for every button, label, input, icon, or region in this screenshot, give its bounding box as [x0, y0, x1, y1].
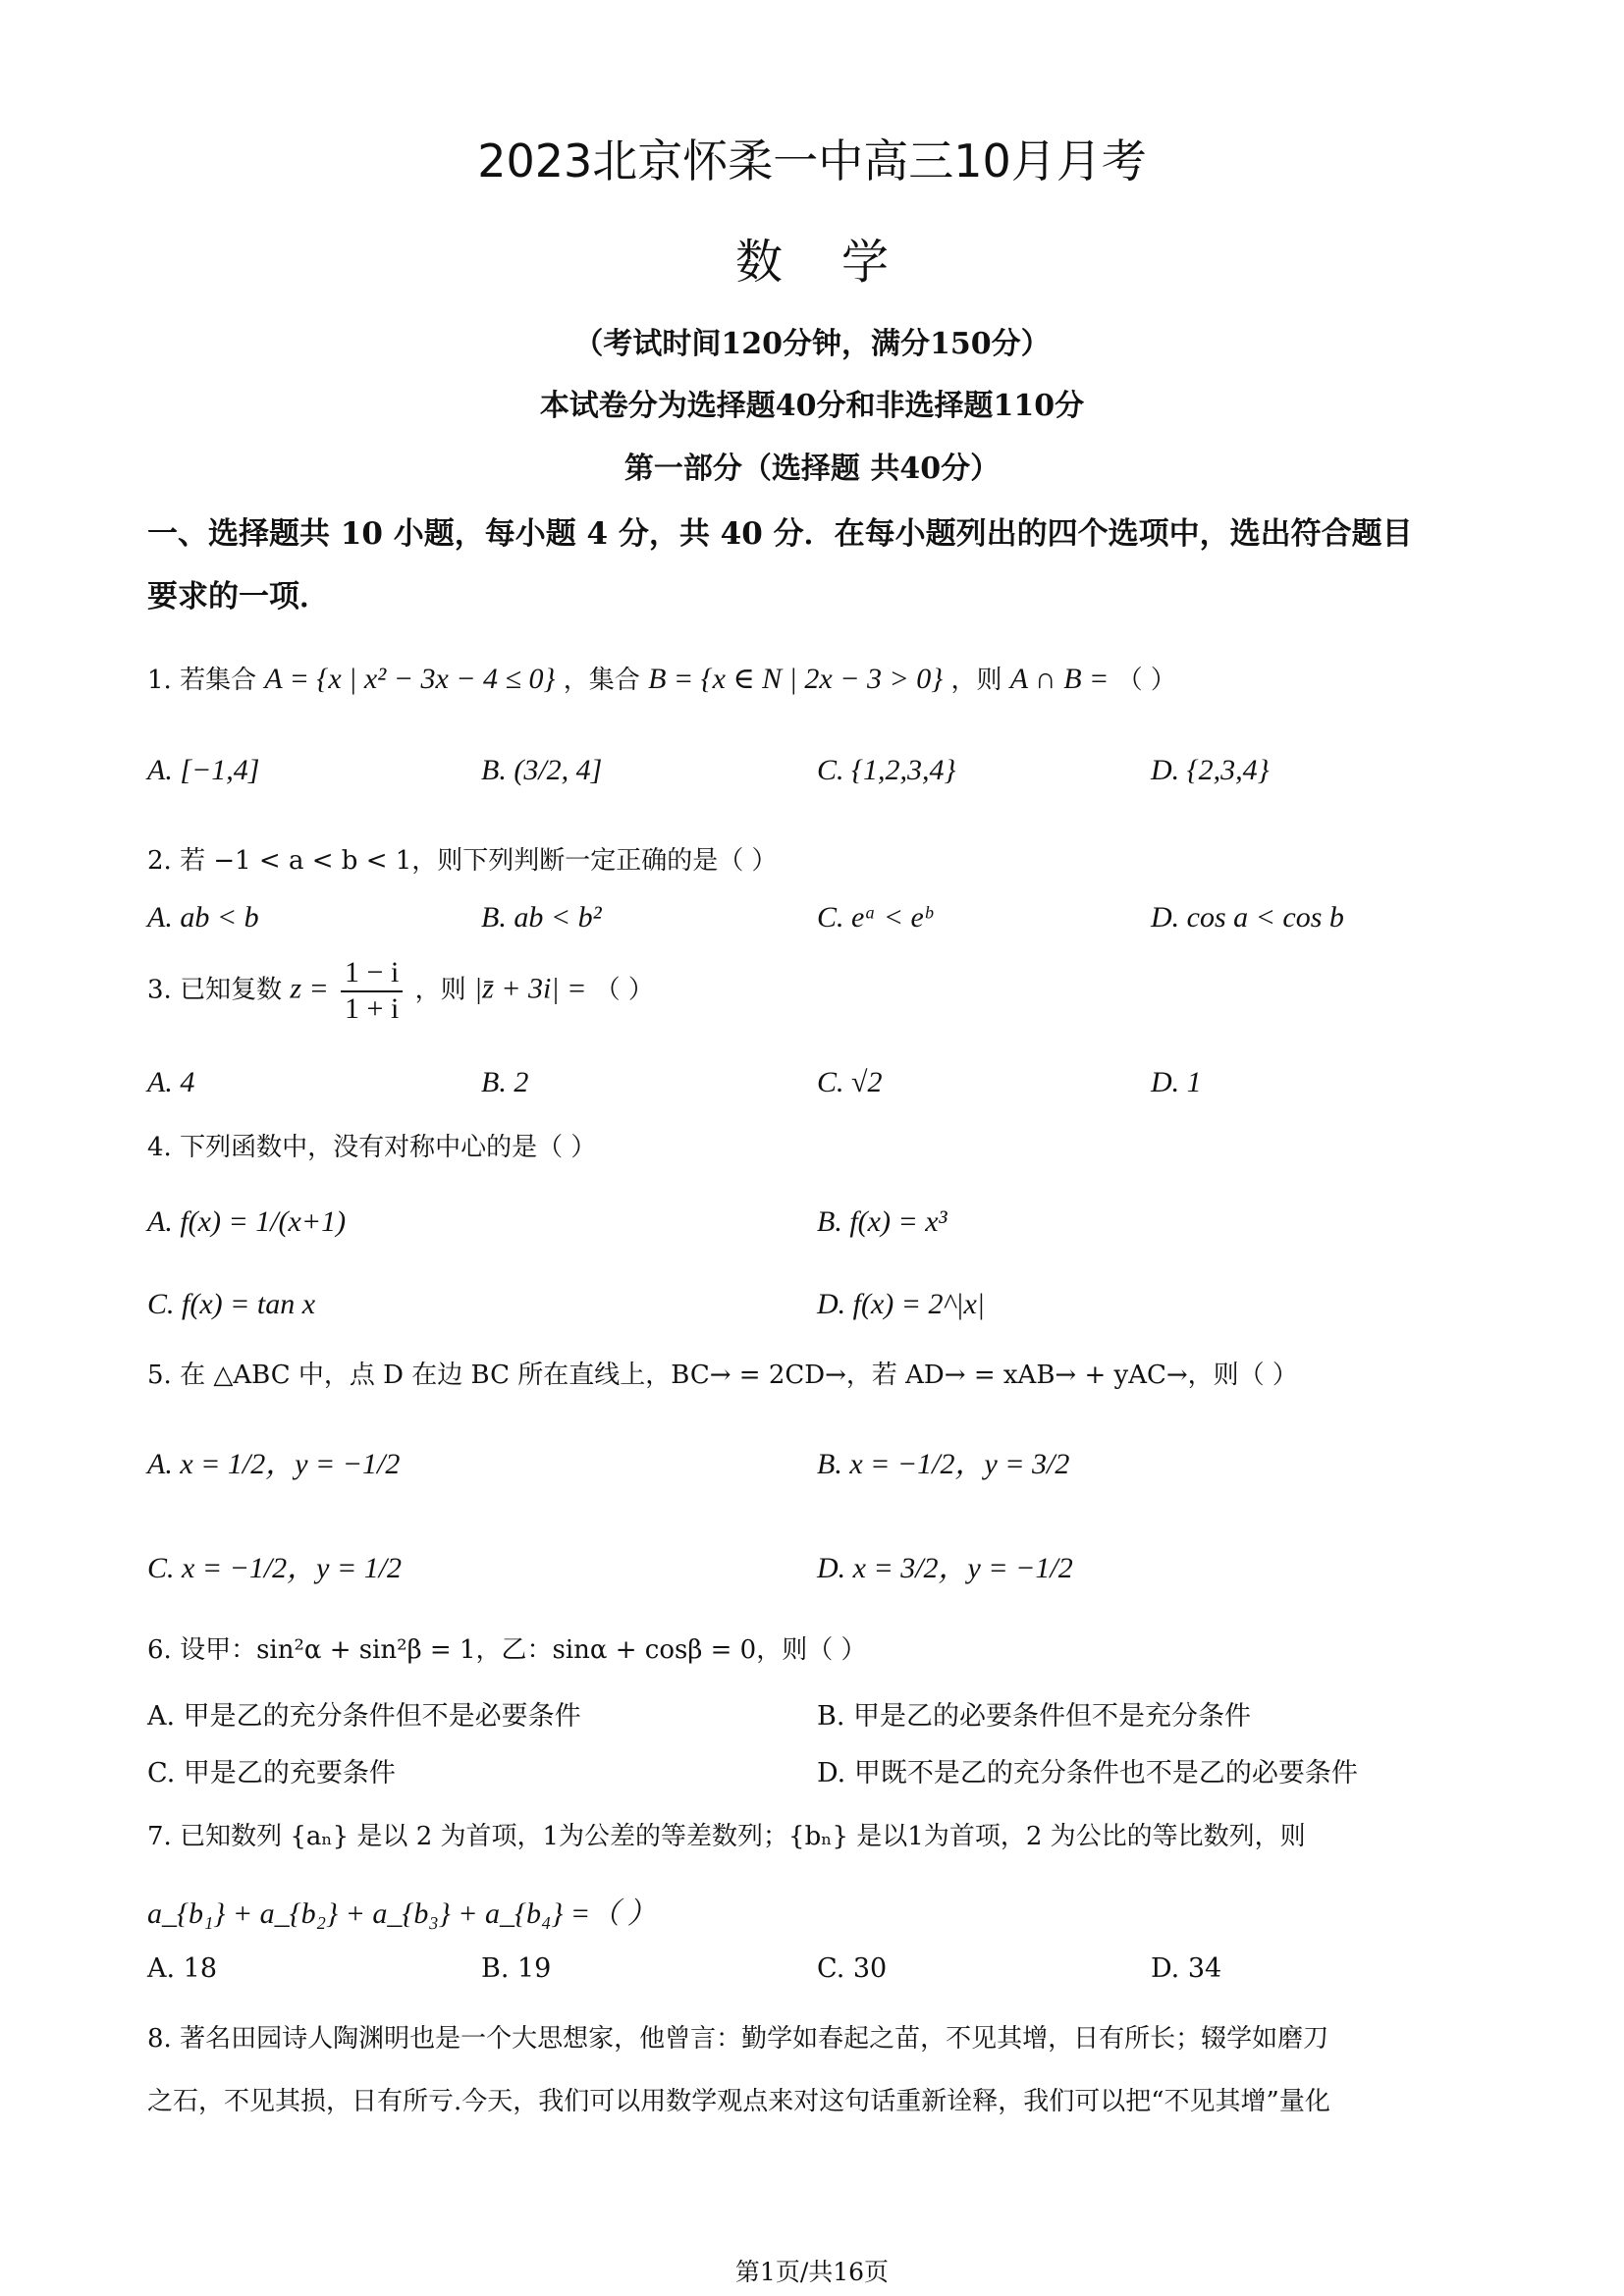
q3-option-a: A. 4 — [147, 1066, 195, 1098]
q3-blank: （ ） — [594, 975, 654, 1005]
q1-suffix: ，则 — [950, 666, 1002, 695]
q1-option-b: B. (3/2, 4] — [481, 754, 603, 786]
q1-option-a: A. [−1,4] — [147, 754, 260, 786]
q2-option-d: D. cos a < cos b — [1151, 901, 1344, 934]
q1-mid: ，集合 — [563, 666, 640, 695]
question-8-line1: 8. 著名田园诗人陶渊明也是一个大思想家，他曾言：勤学如春起之苗，不见其增，日有所长；辍学如磨刀 — [147, 2024, 1329, 2054]
q7-option-b: B. 19 — [481, 1953, 552, 1984]
q7-option-c: C. 30 — [817, 1953, 888, 1984]
part-one-heading: 第一部分（选择题 共40分） — [623, 452, 1001, 486]
question-1 — [147, 660, 1176, 696]
subject-title: 数学 — [734, 235, 947, 290]
q1-prefix: 1. 若集合 — [147, 666, 257, 695]
q1-option-d: D. {2,3,4} — [1151, 754, 1270, 786]
q3-frac-num: 1 − i — [341, 956, 403, 992]
q6-option-b: B. 甲是乙的必要条件但不是充分条件 — [817, 1701, 1252, 1732]
q4-option-b: B. f(x) = x³ — [817, 1205, 947, 1238]
q6-option-d: D. 甲既不是乙的充分条件也不是乙的必要条件 — [817, 1758, 1358, 1789]
q4-option-c: C. f(x) = tan x — [147, 1288, 316, 1320]
q3-prefix: 3. 已知复数 — [147, 975, 283, 1005]
question-4: 4. 下列函数中，没有对称中心的是（ ） — [147, 1133, 597, 1162]
q3-suffix: ，则 — [414, 975, 466, 1005]
score-split: 本试卷分为选择题40分和非选择题110分 — [539, 389, 1085, 423]
question-3: 3. 已知复数 z = $\frac{1 - i}{1 + i}$ ，则 |z̄ + 3i| = （ ） — [147, 956, 654, 1025]
question-7-line1: 7. 已知数列 {aₙ} 是以 2 为首项，1为公差的等差数列；{bₙ} 是以1为首项，2 为公比的等比数列，则 — [147, 1822, 1306, 1851]
section-instruction-line2: 要求的一项． — [147, 579, 330, 614]
q2-option-c: C. eᵃ < eᵇ — [817, 901, 932, 934]
q2-option-a: A. ab < b — [147, 901, 259, 934]
question-8-line2: 之石，不见其损，日有所亏.今天，我们可以用数学观点来对这句话重新诠释，我们可以把“不见其增”量化 — [147, 2087, 1330, 2116]
q7-option-a: A. 18 — [147, 1953, 218, 1984]
page-number: 第1页/共16页 — [734, 2258, 890, 2286]
q1-set-b: B = {x ∈ N | 2x − 3 > 0} — [648, 663, 944, 695]
q1-set-a: A = {x | x² − 3x − 4 ≤ 0} — [264, 663, 556, 695]
q4-option-a: A. f(x) = 1/(x+1) — [147, 1205, 347, 1238]
q2-option-b: B. ab < b² — [481, 901, 602, 934]
q5-option-b: B. x = −1/2，y = 3/2 — [817, 1448, 1070, 1480]
exam-title: 2023北京怀柔一中高三10月月考 — [477, 134, 1147, 187]
q5-option-c: C. x = −1/2，y = 1/2 — [147, 1552, 403, 1584]
question-5: 5. 在 △ABC 中，点 D 在边 BC 所在直线上，BC→ = 2CD→，若 AD→ = xAB→ + yAC→，则（ ） — [147, 1361, 1298, 1390]
q4-option-d: D. f(x) = 2^|x| — [817, 1288, 986, 1320]
q3-fraction — [341, 956, 403, 1026]
q1-expr: A ∩ B = — [1009, 663, 1110, 695]
exam-info: （考试时间120分钟，满分150分） — [573, 327, 1051, 361]
q6-option-a: A. 甲是乙的充分条件但不是必要条件 — [147, 1701, 581, 1732]
q3-option-d: D. 1 — [1151, 1066, 1202, 1098]
section-instruction-line1: 一、选择题共 10 小题，每小题 4 分，共 40 分．在每小题列出的四个选项中，选出符合题目 — [147, 516, 1413, 552]
q3-option-b: B. 2 — [481, 1066, 529, 1098]
q7-option-d: D. 34 — [1151, 1953, 1222, 1984]
question-7-line2: a_{b₁} + a_{b₂} + a_{b₃} + a_{b₄} =（ ） — [147, 1897, 657, 1930]
question-2: 2. 若 −1 < a < b < 1，则下列判断一定正确的是（ ） — [147, 846, 778, 876]
q6-option-c: C. 甲是乙的充要条件 — [147, 1758, 396, 1789]
q1-blank: （ ） — [1116, 666, 1176, 695]
q5-option-d: D. x = 3/2，y = −1/2 — [817, 1552, 1073, 1584]
q1-option-c: C. {1,2,3,4} — [817, 754, 956, 786]
question-6: 6. 设甲：sin²α + sin²β = 1，乙：sinα + cosβ = 0，则（ ） — [147, 1635, 867, 1665]
q3-expr: |z̄ + 3i| = — [473, 972, 587, 1005]
q5-option-a: A. x = 1/2，y = −1/2 — [147, 1448, 401, 1480]
q3-frac-den: 1 + i — [345, 991, 400, 1025]
q3-option-c: C. √2 — [817, 1066, 883, 1098]
